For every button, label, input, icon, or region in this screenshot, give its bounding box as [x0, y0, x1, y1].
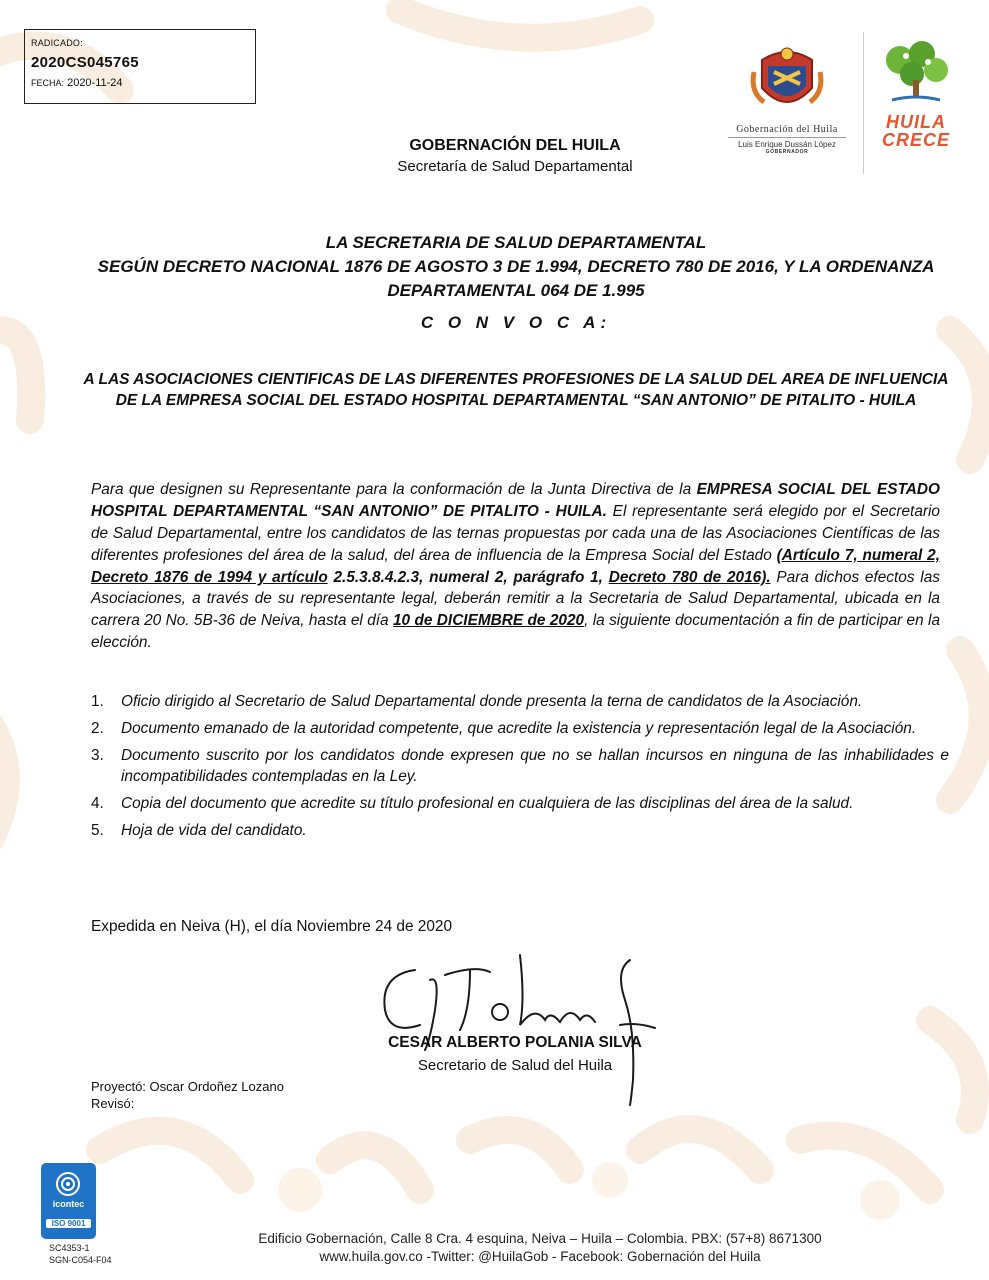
- date-label: FECHA:: [31, 78, 65, 88]
- list-item: 3. Documento suscrito por los candidatos donde expresen que no se hallan incursos en ninguna de las inhabilidades e incompatibilidades contempladas en la Ley.: [91, 746, 949, 786]
- prepared-line: Proyectó: Oscar Ordoñez Lozano: [91, 1079, 284, 1094]
- body-text-3: Para dichos efectos las Asociaciones, a través de su representante legal, deberán remitir a la Secretaria de Salud Departamental, ubicada en la carrera 20 No. 5B-36 de Neiva, hasta el día: [91, 568, 940, 630]
- requirements-list: [91, 691, 949, 847]
- signer-name: CESAR ALBERTO POLANIA SILVA: [388, 1034, 642, 1051]
- addressee-block: A LAS ASOCIACIONES CIENTIFICAS DE LAS DIFERENTES PROFESIONES DE LA SALUD DEL AREA DE INFLUENCIA DE LA EMPRESA SOCIAL DEL ESTADO HOSPITAL DEPARTAMENTAL “SAN ANTONIO” DE PITALITO - HUILA: [83, 371, 949, 409]
- radicado-box: [24, 29, 256, 104]
- body-text-4: , la siguiente documentación a fin de participar en la elección.: [91, 612, 941, 651]
- footer: [200, 1230, 880, 1266]
- radicado-label: RADICADO:: [31, 38, 83, 48]
- huila-word: HUILA: [886, 112, 946, 132]
- gobernacion-logo: [722, 42, 852, 155]
- body-text-1: Para que designen su Representante para la conformación de la Junta Directiva de la: [91, 481, 697, 499]
- hospital-name: EMPRESA SOCIAL DEL ESTADO HOSPITAL DEPARTAMENTAL “SAN ANTONIO” DE PITALITO - HUILA.: [91, 481, 940, 521]
- reviewed-line: Revisó:: [91, 1096, 135, 1111]
- list-item: 2. Documento emanado de la autoridad competente, que acredite la existencia y representación legal de la Asociación.: [91, 719, 917, 737]
- list-item: 4. Copia del documento que acredite su título profesional en cualquiera de las disciplinas del área de la salud.: [91, 795, 854, 813]
- list-item: 1. Oficio dirigido al Secretario de Salud Departamental donde presenta la terna de candidatos de la Asociación.: [91, 693, 863, 710]
- prepared-by: [91, 1078, 284, 1112]
- huila-crece-logo: [876, 40, 956, 149]
- handwritten-signature: [375, 950, 675, 1110]
- legal-reference-3: Decreto 780 de 2016).: [608, 568, 771, 586]
- legal-reference-1: (Artículo 7, numeral 2, Decreto 1876 de 1994 y artículo: [91, 546, 940, 586]
- department-name: Secretaría de Salud Departamental: [397, 158, 633, 175]
- legal-reference-2: 2.5.3.8.4.2.3, numeral 2, parágrafo 1,: [327, 568, 609, 586]
- cert-code: SC4353-1: [49, 1243, 90, 1253]
- coat-of-arms-icon: [748, 42, 826, 120]
- governor-role: GOBERNADOR: [765, 149, 809, 155]
- body-text-2: El representante será elegido por el Secretario de Salud Departamental, entre los candidatos de las ternas propuestas por cada una de las Asociaciones Científicas de las diferentes profesiones del área de la salud, del área de influencia de la Empresa Social del Estado: [91, 503, 940, 564]
- crece-word: CRECE: [881, 130, 950, 150]
- footer-address: Edificio Gobernación, Calle 8 Cra. 4 esquina, Neiva – Huila – Colombia. PBX: (57+8) 8671300: [258, 1231, 822, 1246]
- footer-contact: www.huila.gov.co -Twitter: @HuilaGob - Facebook: Gobernación del Huila: [319, 1249, 761, 1264]
- certification-codes: [49, 1242, 112, 1266]
- letterhead: [300, 137, 730, 175]
- list-item: 5. Hoja de vida del candidato.: [91, 821, 307, 839]
- document-title: [60, 231, 972, 303]
- issued-statement: Expedida en Neiva (H), el día Noviembre 24 de 2020: [91, 918, 453, 935]
- body-paragraph: [91, 479, 940, 653]
- gobernacion-name: Gobernación del Huila: [736, 124, 838, 135]
- icontec-badge: [41, 1163, 96, 1239]
- radicado-number: 2020CS045765: [31, 54, 139, 71]
- convoca-heading: C O N V O C A:: [420, 313, 612, 332]
- deadline-date: 10 de DICIEMBRE de 2020: [392, 612, 585, 630]
- tree-icon: [876, 40, 956, 108]
- form-code: SGN-C054-F04: [49, 1255, 112, 1265]
- governor-name: Luis Enrique Dussán López: [728, 137, 846, 149]
- logo-divider: [863, 32, 864, 174]
- certification-icon: [53, 1169, 83, 1199]
- title-line-2: SEGÚN DECRETO NACIONAL 1876 DE AGOSTO 3 DE 1.994, DECRETO 780 DE 2016, Y LA ORDENANZA DEPARTAMENTAL 064 DE 1.995: [97, 257, 935, 300]
- icontec-brand: icontec: [52, 1199, 85, 1209]
- entity-name: GOBERNACIÓN DEL HUILA: [409, 137, 621, 154]
- radicado-date-row: [31, 77, 255, 89]
- title-line-1: LA SECRETARIA DE SALUD DEPARTAMENTAL: [325, 233, 707, 252]
- iso-label: ISO 9001: [46, 1219, 91, 1228]
- radicado-date: 2020-11-24: [67, 77, 123, 89]
- signer-title: Secretario de Salud del Huila: [417, 1057, 613, 1074]
